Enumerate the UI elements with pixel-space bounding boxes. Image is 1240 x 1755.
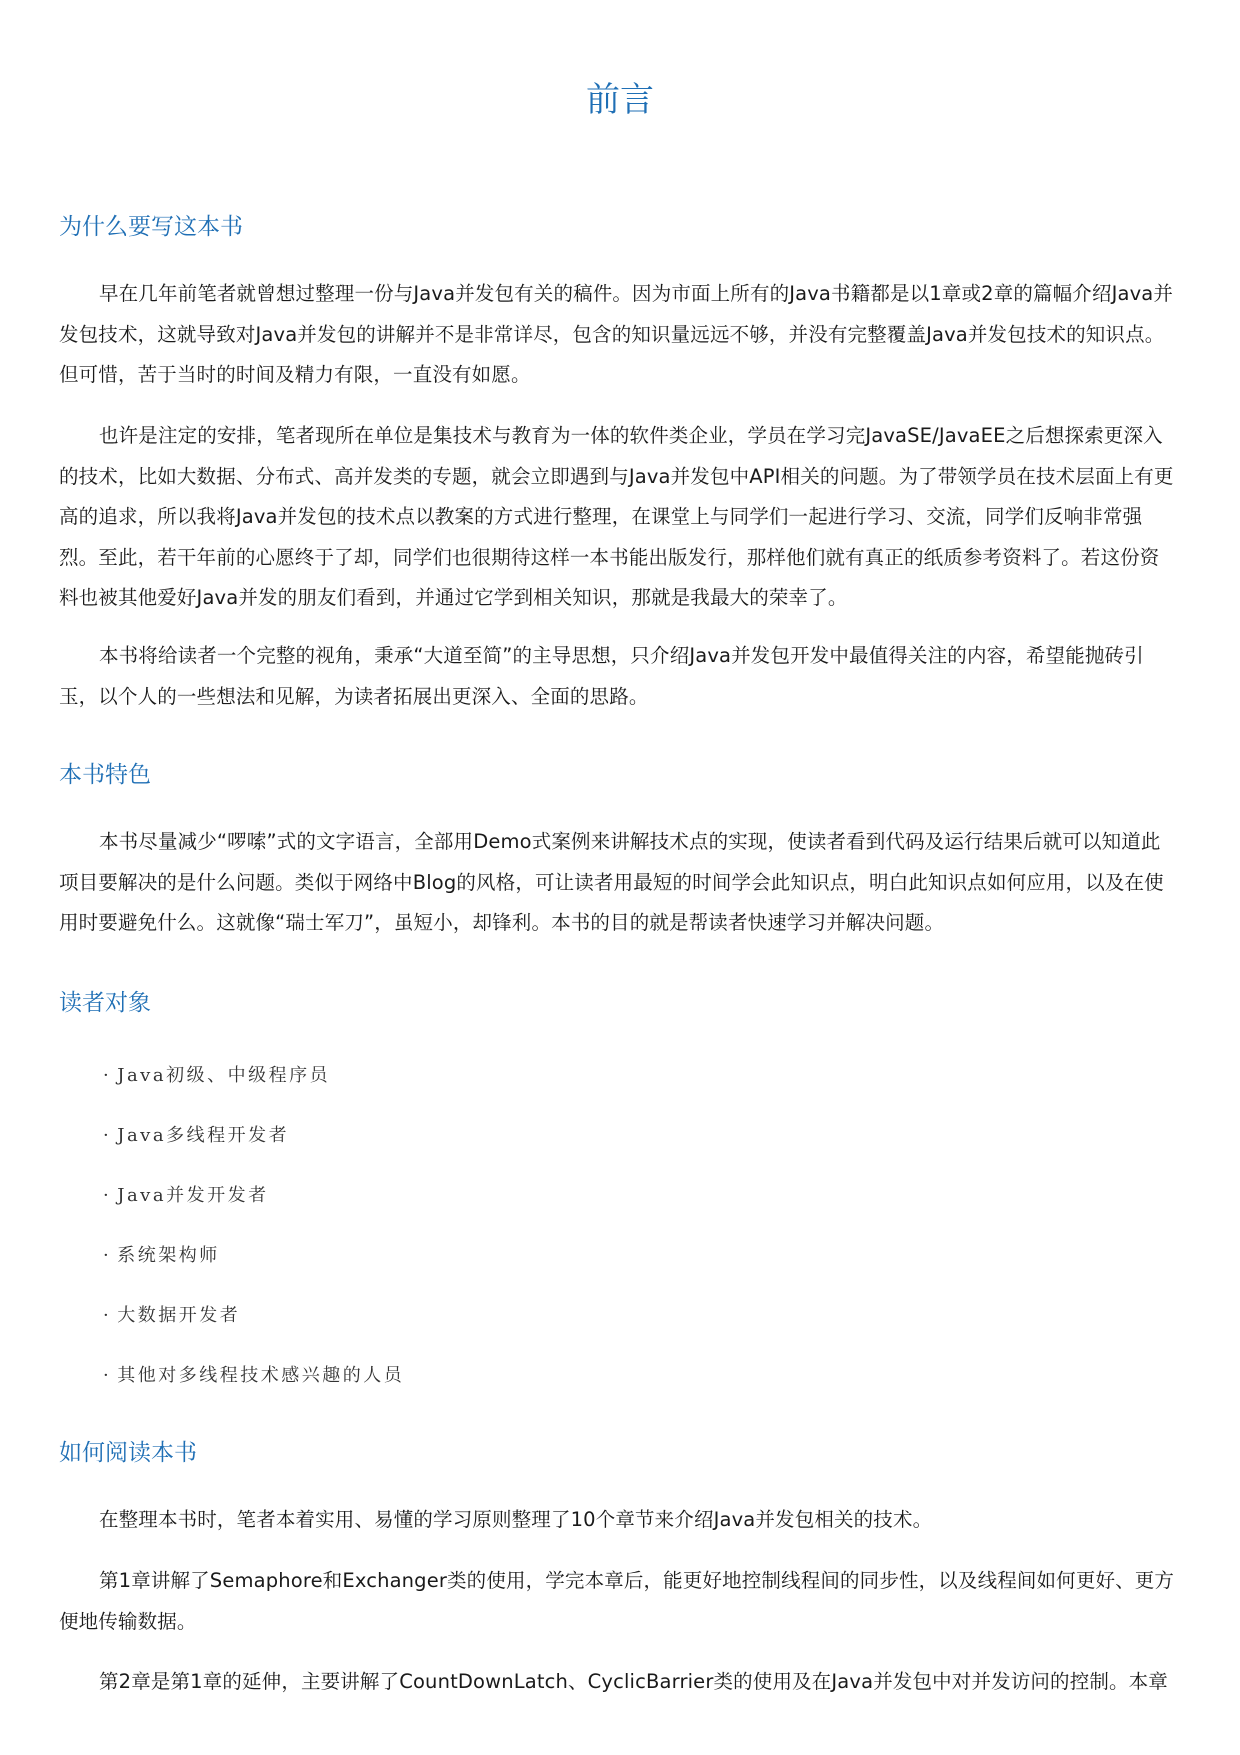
paragraph: 第1章讲解了Semaphore和Exchanger类的使用，学完本章后，能更好地控制线程间的同步性，以及线程间如何更好、更方便地传输数据。 (59, 1569, 1175, 1633)
bullet-mark: · (103, 1065, 112, 1086)
list-item: · Java并发开发者 (103, 1185, 269, 1206)
paragraph: 本书将给读者一个完整的视角，秉承“大道至简”的主导思想，只介绍Java并发包开发中最值得关注的内容，希望能抛砖引玉，以个人的一些想法和见解，为读者拓展出更深入、全面的思路。 (59, 644, 1144, 708)
list-item: · Java多线程开发者 (103, 1125, 290, 1146)
list-item: · Java初级、中级程序员 (103, 1065, 331, 1086)
paragraph: 在整理本书时，笔者本着实用、易懂的学习原则整理了10个章节来介绍Java并发包相关的技术。 (99, 1508, 933, 1531)
list-item: · 其他对多线程技术感兴趣的人员 (103, 1365, 405, 1386)
bullet-mark: · (103, 1125, 112, 1146)
bullet-mark: · (103, 1365, 112, 1386)
paragraph: 本书尽量减少“啰嗦”式的文字语言，全部用Demo式案例来讲解技术点的实现，使读者看到代码及运行结果后就可以知道此项目要解决的是什么问题。类似于网络中Blog的风格，可让读者用最短的时间学会此知识点，明白此知识点如何应用，以及在使用时要避免什么。这就像“瑞士军刀”，虽短小，却锋利。本书的目的就是帮读者快速学习并解决问题。 (59, 830, 1164, 934)
paragraph: 早在几年前笔者就曾想过整理一份与Java并发包有关的稿件。因为市面上所有的Java书籍都是以1章或2章的篇幅介绍Java并发包技术，这就导致对Java并发包的讲解并不是非常详尽，包含的知识量远远不够，并没有完整覆盖Java并发包技术的知识点。但可惜，苦于当时的时间及精力有限，一直没有如愿。 (59, 282, 1174, 386)
section-heading-why: 为什么要写这本书 (59, 214, 243, 240)
section-heading-howto: 如何阅读本书 (59, 1440, 197, 1466)
bullet-mark: · (103, 1305, 112, 1326)
list-item: · 大数据开发者 (103, 1305, 241, 1326)
list-item: · 系统架构师 (103, 1245, 220, 1266)
bullet-mark: · (103, 1185, 112, 1206)
paragraph: 第2章是第1章的延伸，主要讲解了CountDownLatch、CyclicBarrier类的使用及在Java并发包中对并发访问的控制。本章 (99, 1670, 1168, 1693)
paragraph: 也许是注定的安排，笔者现所在单位是集技术与教育为一体的软件类企业，学员在学习完JavaSE/JavaEE之后想探索更深入的技术，比如大数据、分布式、高并发类的专题，就会立即遇到与Java并发包中API相关的问题。为了带领学员在技术层面上有更高的追求，所以我将Java并发包的技术点以教案的方式进行整理，在课堂上与同学们一起进行学习、交流，同学们反响非常强烈。至此，若干年前的心愿终于了却，同学们也很期待这样一本书能出版发行，那样他们就有真正的纸质参考资料了。若这份资料也被其他爱好Java并发的朋友们看到，并通过它学到相关知识，那就是我最大的荣幸了。 (59, 424, 1174, 609)
section-heading-audience: 读者对象 (59, 990, 151, 1016)
bullet-mark: · (103, 1245, 112, 1266)
page-title: 前言 (586, 80, 654, 120)
section-heading-features: 本书特色 (59, 762, 151, 788)
